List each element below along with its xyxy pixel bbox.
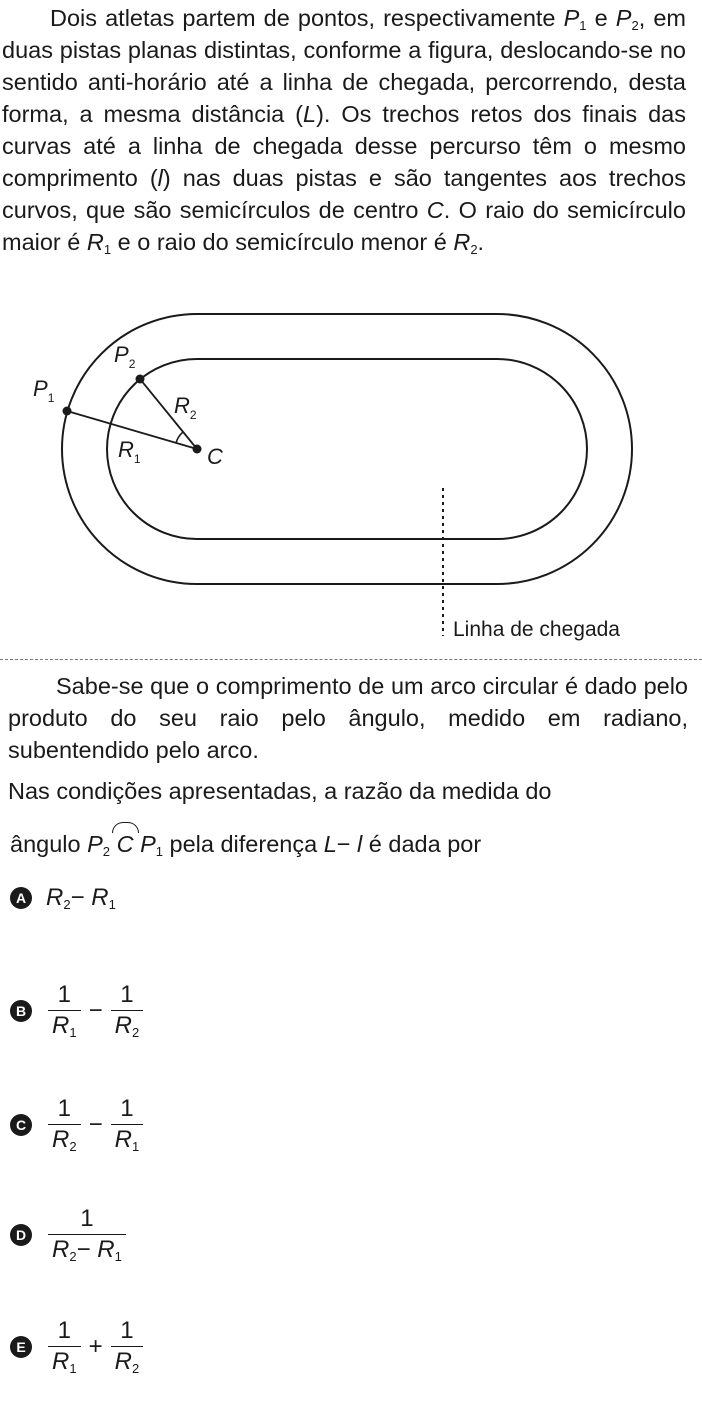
- sub: 1: [103, 242, 112, 257]
- track-figure: [0, 300, 702, 650]
- denominator: [48, 1124, 81, 1155]
- denominator: [48, 1234, 126, 1265]
- option-d[interactable]: [10, 1204, 128, 1265]
- sub: 2: [63, 897, 71, 912]
- numerator: 1: [80, 1205, 94, 1232]
- denominator: [111, 1010, 144, 1041]
- var-L: L: [303, 101, 317, 127]
- sub: 2: [131, 1025, 140, 1040]
- question-line2: [10, 828, 481, 860]
- angle-vertex-C: C: [117, 828, 134, 860]
- sub: 1: [131, 1139, 140, 1154]
- dashed-separator: [0, 659, 702, 660]
- fraction: [111, 980, 144, 1041]
- sub: 2: [69, 1139, 77, 1154]
- var-P2: P: [87, 831, 103, 857]
- intro-text: ). Os trechos retos dos finais das curvas até a linha de chegada desse percurso têm o mesmo comprimento (: [2, 101, 686, 191]
- sub: 2: [631, 18, 639, 33]
- var-l: l: [357, 831, 363, 857]
- note-paragraph: [8, 670, 688, 766]
- var-p2: P: [615, 5, 632, 31]
- angle-arc: [176, 432, 183, 443]
- sub: 1: [108, 897, 116, 912]
- intro-text: . O raio do semicírculo maior é: [2, 197, 686, 255]
- var-R: R: [52, 1012, 70, 1039]
- minus-sign: −: [76, 1236, 91, 1263]
- intro-paragraph: [2, 2, 686, 258]
- var-p1: P: [563, 5, 580, 31]
- intro-text: ) nas duas pistas e são tangentes aos trechos curvos, que são semicírculos de centro: [2, 165, 686, 223]
- option-c[interactable]: [10, 1094, 145, 1155]
- minus-sign: −: [336, 831, 351, 857]
- minus-sign: −: [88, 1110, 103, 1138]
- fraction: [48, 1204, 126, 1265]
- var-L: L: [323, 831, 337, 857]
- numerator: 1: [57, 1317, 71, 1344]
- fraction: [111, 1316, 144, 1377]
- var-R: R: [114, 1348, 132, 1375]
- denominator: [48, 1346, 81, 1377]
- option-letter-badge: D: [10, 1224, 32, 1246]
- var-R: R: [91, 884, 109, 911]
- sub: 1: [69, 1025, 77, 1040]
- var-R: R: [52, 1236, 70, 1263]
- numerator: 1: [57, 981, 71, 1008]
- question-text: é dada por: [362, 831, 482, 857]
- option-letter-badge: C: [10, 1114, 32, 1136]
- option-letter-badge: E: [10, 1336, 32, 1358]
- var-R: R: [114, 1126, 132, 1153]
- sub: 1: [579, 18, 587, 33]
- question-text: ângulo: [10, 831, 88, 857]
- sub: 1: [69, 1361, 77, 1376]
- numerator: 1: [120, 1317, 134, 1344]
- var-R: R: [97, 1236, 115, 1263]
- intro-text: Dois atletas partem de pontos, respectivamente: [50, 5, 564, 31]
- denominator: [111, 1124, 144, 1155]
- label-R1: $R_1$: [118, 437, 141, 466]
- numerator: 1: [120, 981, 134, 1008]
- intro-text: .: [477, 229, 485, 255]
- numerator: 1: [120, 1095, 134, 1122]
- var-C: C: [426, 197, 444, 223]
- var-R: R: [46, 884, 64, 911]
- sub: 2: [102, 844, 111, 859]
- intro-text: e o raio do semicírculo menor é: [111, 229, 454, 255]
- sub: 1: [155, 844, 163, 859]
- fraction: [48, 980, 81, 1041]
- var-R: R: [52, 1348, 70, 1375]
- numerator: 1: [57, 1095, 71, 1122]
- question-text: pela diferença: [163, 831, 324, 857]
- point-P2: [136, 375, 145, 384]
- var-R2: R: [453, 229, 471, 255]
- var-P1: P: [140, 831, 156, 857]
- fraction: [111, 1094, 144, 1155]
- denominator: [48, 1010, 81, 1041]
- intro-text: , em duas pistas planas distintas, conforme a figura, deslocando-se no sentido anti-horário até a linha de chegada, percorrendo, desta forma, a mesma distância (: [2, 5, 686, 127]
- denominator: [111, 1346, 144, 1377]
- point-C: [193, 445, 202, 454]
- var-R: R: [114, 1012, 132, 1039]
- minus-sign: −: [70, 884, 85, 911]
- label-C: C: [207, 444, 223, 469]
- var-l: l: [157, 165, 163, 191]
- var-R: R: [52, 1126, 70, 1153]
- option-letter-badge: B: [10, 1000, 32, 1022]
- var-R1: R: [86, 229, 104, 255]
- option-e[interactable]: [10, 1316, 145, 1377]
- label-P1: $P_1$: [33, 376, 55, 405]
- label-P2: $P_2$: [114, 342, 136, 371]
- option-a[interactable]: [10, 884, 116, 912]
- finish-line-label: Linha de chegada: [453, 618, 620, 641]
- inner-track: [107, 359, 587, 539]
- option-a-expression: [46, 884, 116, 912]
- question-text: Nas condições apresentadas, a razão da medida do: [8, 778, 552, 804]
- sub: 2: [69, 1249, 77, 1264]
- sub: 2: [470, 242, 478, 257]
- sub: 2: [131, 1361, 140, 1376]
- question-line1: [8, 775, 688, 807]
- point-P1: [63, 407, 72, 416]
- note-text: Sabe-se que o comprimento de um arco circular é dado pelo produto do seu raio pelo ângulo, medido em radiano, subentendido pelo arco.: [8, 673, 688, 763]
- label-R2: $R_2$: [174, 393, 197, 422]
- fraction: [48, 1094, 81, 1155]
- fraction: [48, 1316, 81, 1377]
- option-letter-badge: A: [10, 887, 32, 909]
- plus-sign: +: [88, 1332, 103, 1360]
- option-b[interactable]: [10, 980, 145, 1041]
- minus-sign: −: [88, 996, 103, 1024]
- outer-track: [62, 314, 632, 584]
- intro-text: e: [586, 5, 616, 31]
- sub: 1: [114, 1249, 122, 1264]
